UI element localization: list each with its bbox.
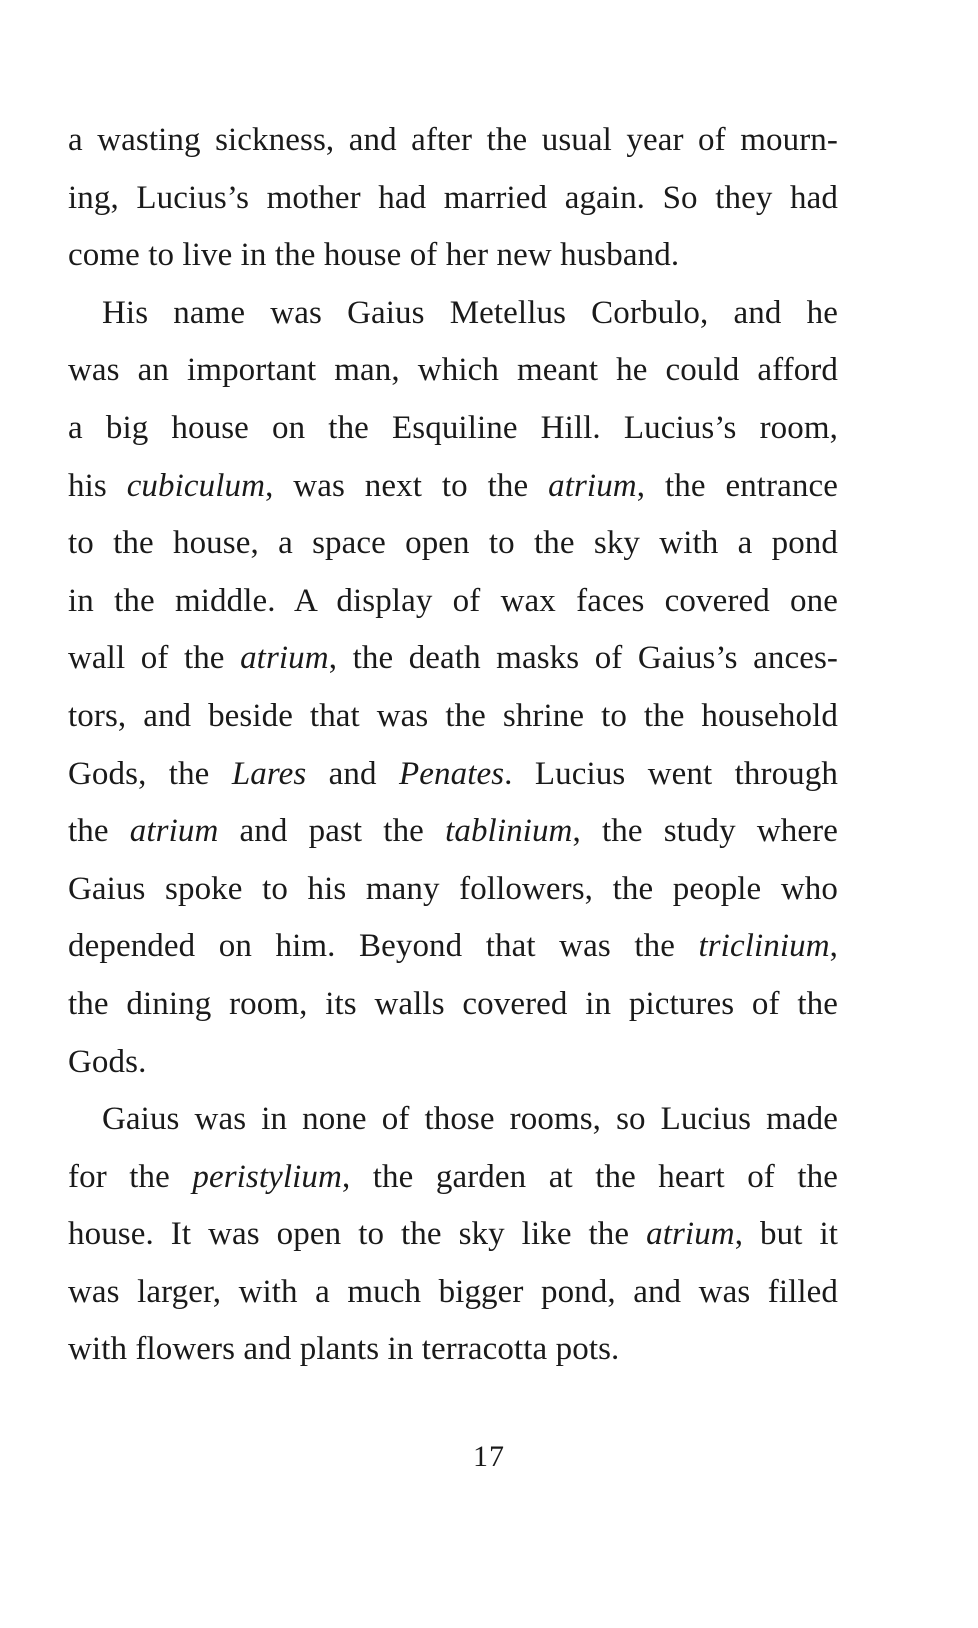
text-run: and past the [218,813,446,850]
text-run: his [68,467,127,504]
text-line [68,803,838,861]
text-line [68,112,838,170]
text-run: the [68,813,130,850]
text-run: , the entrance [636,467,838,504]
text-run: house. It was open to the sky like the [68,1216,647,1253]
paragraph-3 [68,1091,838,1379]
text-run: , was next to the [265,467,549,504]
text-run: and [306,755,399,792]
text-run: , the study where [572,813,838,850]
text-line [68,1206,838,1264]
text-line [68,400,838,458]
text-line [68,515,838,573]
italic-term: Penates [399,755,505,792]
italic-term: atrium [646,1216,735,1253]
text-line [68,688,838,746]
text-line [68,1321,838,1379]
text-run: Gaius was in none of those rooms, so Lucius made [102,1101,838,1138]
text-line [68,976,838,1034]
paragraph-2 [68,285,838,1091]
italic-term: atrium [240,640,329,677]
italic-term: triclinium [698,928,830,965]
text-line [68,227,838,285]
text-run: was an important man, which meant he could afford [68,352,838,389]
text-run: , the death masks of Gaius’s ances- [328,640,838,677]
text-line [68,746,838,804]
text-run: Gods, the [68,755,232,792]
text-run: , but it [734,1216,839,1253]
italic-term: tablinium [445,813,573,850]
text-line [68,1091,838,1149]
text-run: a big house on the Esquiline Hill. Lucius’s room, [68,409,838,446]
text-run: , [829,928,838,965]
text-line [68,573,838,631]
text-run: Gaius spoke to his many followers, the people who [68,870,838,907]
text-line [68,1034,838,1092]
text-run: ing, Lucius’s mother had married again. So they had [68,179,838,216]
text-run: , the garden at the heart of the [341,1158,838,1195]
text-line [68,342,838,400]
text-run: to the house, a space open to the sky with a pond [68,525,838,562]
text-run: was larger, with a much bigger pond, and was filled [68,1273,838,1310]
text-line [68,1149,838,1207]
text-line [68,630,838,688]
text-run: come to live in the house of her new husband. [68,237,680,274]
text-run: a wasting sickness, and after the usual year of mourn- [68,122,838,158]
text-run: Gods. [68,1043,147,1080]
body-text [68,112,838,1379]
text-run: the dining room, its walls covered in pictures of the [68,985,838,1022]
paragraph-1 [68,112,838,285]
text-run: in the middle. A display of wax faces covered one [68,582,838,619]
italic-term: Lares [231,755,307,792]
italic-term: cubiculum [126,467,266,504]
text-run: depended on him. Beyond that was the [68,928,699,965]
text-run: wall of the [68,640,241,677]
text-line [68,918,838,976]
text-run: His name was Gaius Metellus Corbulo, and he [102,294,838,331]
text-run: for the [68,1158,193,1195]
italic-term: atrium [129,813,219,850]
text-line [68,170,838,228]
text-run: with flowers and plants in terracotta pots. [68,1331,620,1368]
italic-term: atrium [548,467,637,504]
text-run: tors, and beside that was the shrine to the household [68,697,838,734]
text-line [68,1264,838,1322]
italic-term: peristylium [192,1158,342,1195]
text-line [68,285,838,343]
page-number: 17 [473,1440,505,1473]
text-run: . Lucius went through [504,755,838,792]
text-line [68,458,838,516]
text-line [68,861,838,919]
